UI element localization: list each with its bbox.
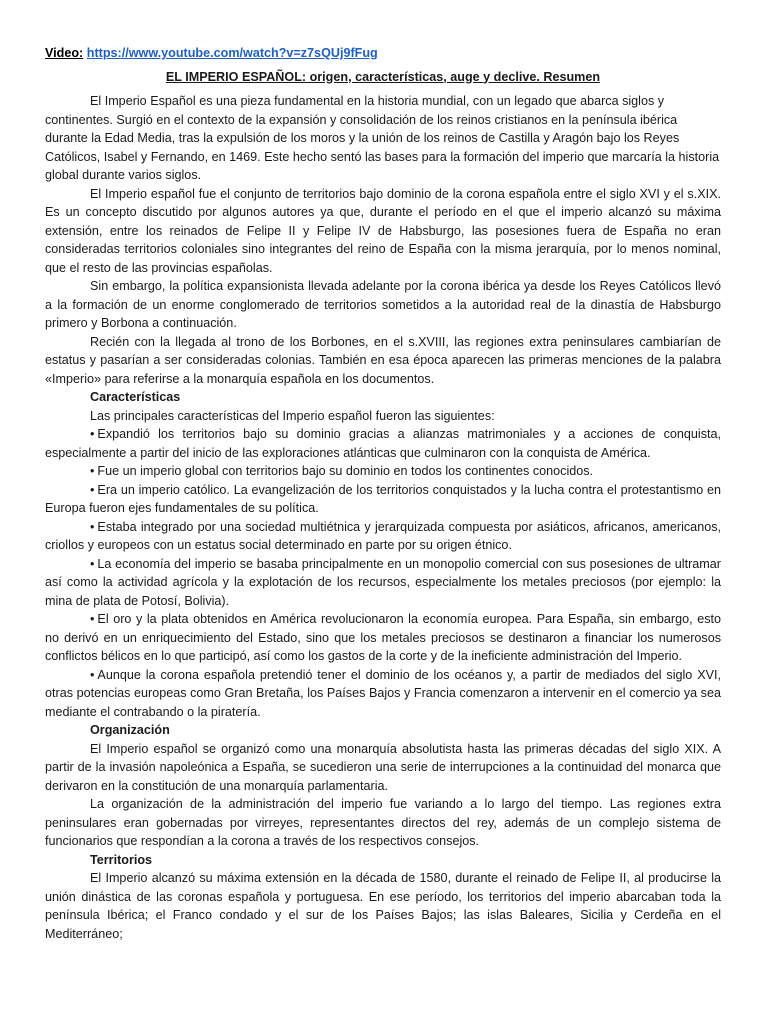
- bullet-item: [45, 666, 721, 722]
- intro-paragraph: El Imperio español fue el conjunto de territorios bajo dominio de la corona española entre el siglo XVI y el s.XIX. Es un concepto discutido por algunos autores ya que, durante el período en el que el imperio alcanzó su máxima extensión, entre los reinados de Felipe II y Felipe IV de Habsburgo, las posesiones fuera de España no eran consideradas territorios coloniales sino integrantes del reino de España con la misma jerarquía, por lo menos nominal, que el resto de las provincias españolas.: [45, 186, 721, 275]
- bullet-icon: •: [90, 427, 95, 441]
- bullet-item: [45, 425, 721, 462]
- bullet-icon: •: [90, 464, 95, 478]
- document-page: [45, 44, 721, 943]
- bullet-text: La economía del imperio se basaba principalmente en un monopolio comercial con sus posesiones de ultramar así como la actividad agrícola y la explotación de los recursos, especialmente los metales preciosos (por ejemplo: la mina de plata de Potosí, Bolivia).: [45, 556, 721, 608]
- heading-caracteristicas: Características: [90, 390, 181, 404]
- bullet-icon: •: [90, 519, 95, 534]
- bullet-icon: •: [90, 612, 95, 626]
- bullet-text: Expandió los territorios bajo su dominio gracias a alianzas matrimoniales y a acciones de conquista, especialmente a partir del inicio de las exploraciones atlánticas que culminaron con la conquista de América.: [45, 427, 721, 460]
- heading-territorios: Territorios: [90, 852, 153, 867]
- bullet-item: [45, 555, 721, 611]
- bullet-text: Era un imperio católico. La evangelización de los territorios conquistados y la lucha contra el protestantismo en Europa fueron ejes fundamentales de su política.: [45, 482, 721, 515]
- bullet-icon: •: [90, 667, 95, 682]
- organizacion-paragraph: La organización de la administración del imperio fue variando a lo largo del tiempo. Las regiones extra peninsulares eran gobernadas por virreyes, representantes directos del rey, además de un complejo sistema de funcionarios que respondían a la corona a través de los respectivos consejos.: [45, 797, 721, 848]
- territorios-paragraph: El Imperio alcanzó su máxima extensión en la década de 1580, durante el reinado de Felipe II, al producirse la unión dinástica de las coronas española y portuguesa. En ese período, los territorios del imperio abarcaban toda la península Ibérica; el Franco condado y el sur de los Países Bajos; las islas Baleares, Sicilia y Cerdeña en el Mediterráneo;: [45, 871, 721, 941]
- organizacion-paragraph: El Imperio español se organizó como una monarquía absolutista hasta las primeras décadas del siglo XIX. A partir de la invasión napoleónica a España, se sucedieron una serie de interrupciones a la continuidad del monarca que derivaron en la constitución de una monarquía parlamentaria.: [45, 741, 721, 793]
- bullet-icon: •: [90, 482, 95, 497]
- video-reference: [45, 44, 721, 63]
- bullet-item: [45, 518, 721, 555]
- bullet-icon: •: [90, 556, 95, 571]
- video-link[interactable]: https://www.youtube.com/watch?v=z7sQUj9fFug: [86, 46, 378, 60]
- intro-paragraph: Recién con la llegada al trono de los Borbones, en el s.XVIII, las regiones extra peninsulares cambiarían de estatus y pasarían a ser consideradas colonias. También en esa época aparecen las primeras menciones de la palabra «Imperio» para referirse a la monarquía española en los documentos.: [45, 334, 721, 386]
- bullet-item: [45, 610, 721, 666]
- bullet-text: Aunque la corona española pretendió tener el dominio de los océanos y, a partir de mediados del siglo XVI, otras potencias europeas como Gran Bretaña, los Países Bajos y Francia comenzaron a intervenir en el comercio ya sea mediante el contrabando o la piratería.: [45, 667, 721, 719]
- bullet-item: [45, 462, 721, 481]
- video-label: Video:: [45, 46, 84, 60]
- bullet-text: Fue un imperio global con territorios bajo su dominio en todos los continentes conocidos.: [97, 464, 594, 478]
- bullet-item: [45, 481, 721, 518]
- bullet-text: El oro y la plata obtenidos en América revolucionaron la economía europea. Para España, sin embargo, esto no derivó en un enriquecimiento del Estado, sino que los metales preciosos se destinaron a financiar los numerosos conflictos bélicos en lo que participó, así como los gastos de la corte y de la ineficiente administración del Imperio.: [45, 612, 721, 663]
- intro-paragraph: Sin embargo, la política expansionista llevada adelante por la corona ibérica ya desde los Reyes Católicos llevó a la formación de un enorme conglomerado de territorios sometidos a la autoridad real de la dinastía de Habsburgo primero y Borbona a continuación.: [45, 279, 721, 330]
- intro-paragraph: El Imperio Español es una pieza fundamental en la historia mundial, con un legado que abarca siglos y continentes. Surgió en el contexto de la expansión y consolidación de los reinos cristianos en la península ibérica durante la Edad Media, tras la expulsión de los moros y la unión de los reinos de Castilla y Aragón bajo los Reyes Católicos, Isabel y Fernando, en 1469. Este hecho sentó las bases para la formación del imperio que marcaría la historia global durante varios siglos.: [45, 94, 720, 182]
- document-title: EL IMPERIO ESPAÑOL: origen, características, auge y declive. Resumen: [165, 69, 601, 84]
- bullet-text: Estaba integrado por una sociedad multiétnica y jerarquizada compuesta por asiáticos, africanos, americanos, criollos y europeos con un estatus social determinado en parte por su origen étnico.: [45, 519, 721, 552]
- caracteristicas-lead: Las principales características del Imperio español fueron las siguientes:: [90, 408, 495, 423]
- heading-organizacion: Organización: [90, 723, 170, 737]
